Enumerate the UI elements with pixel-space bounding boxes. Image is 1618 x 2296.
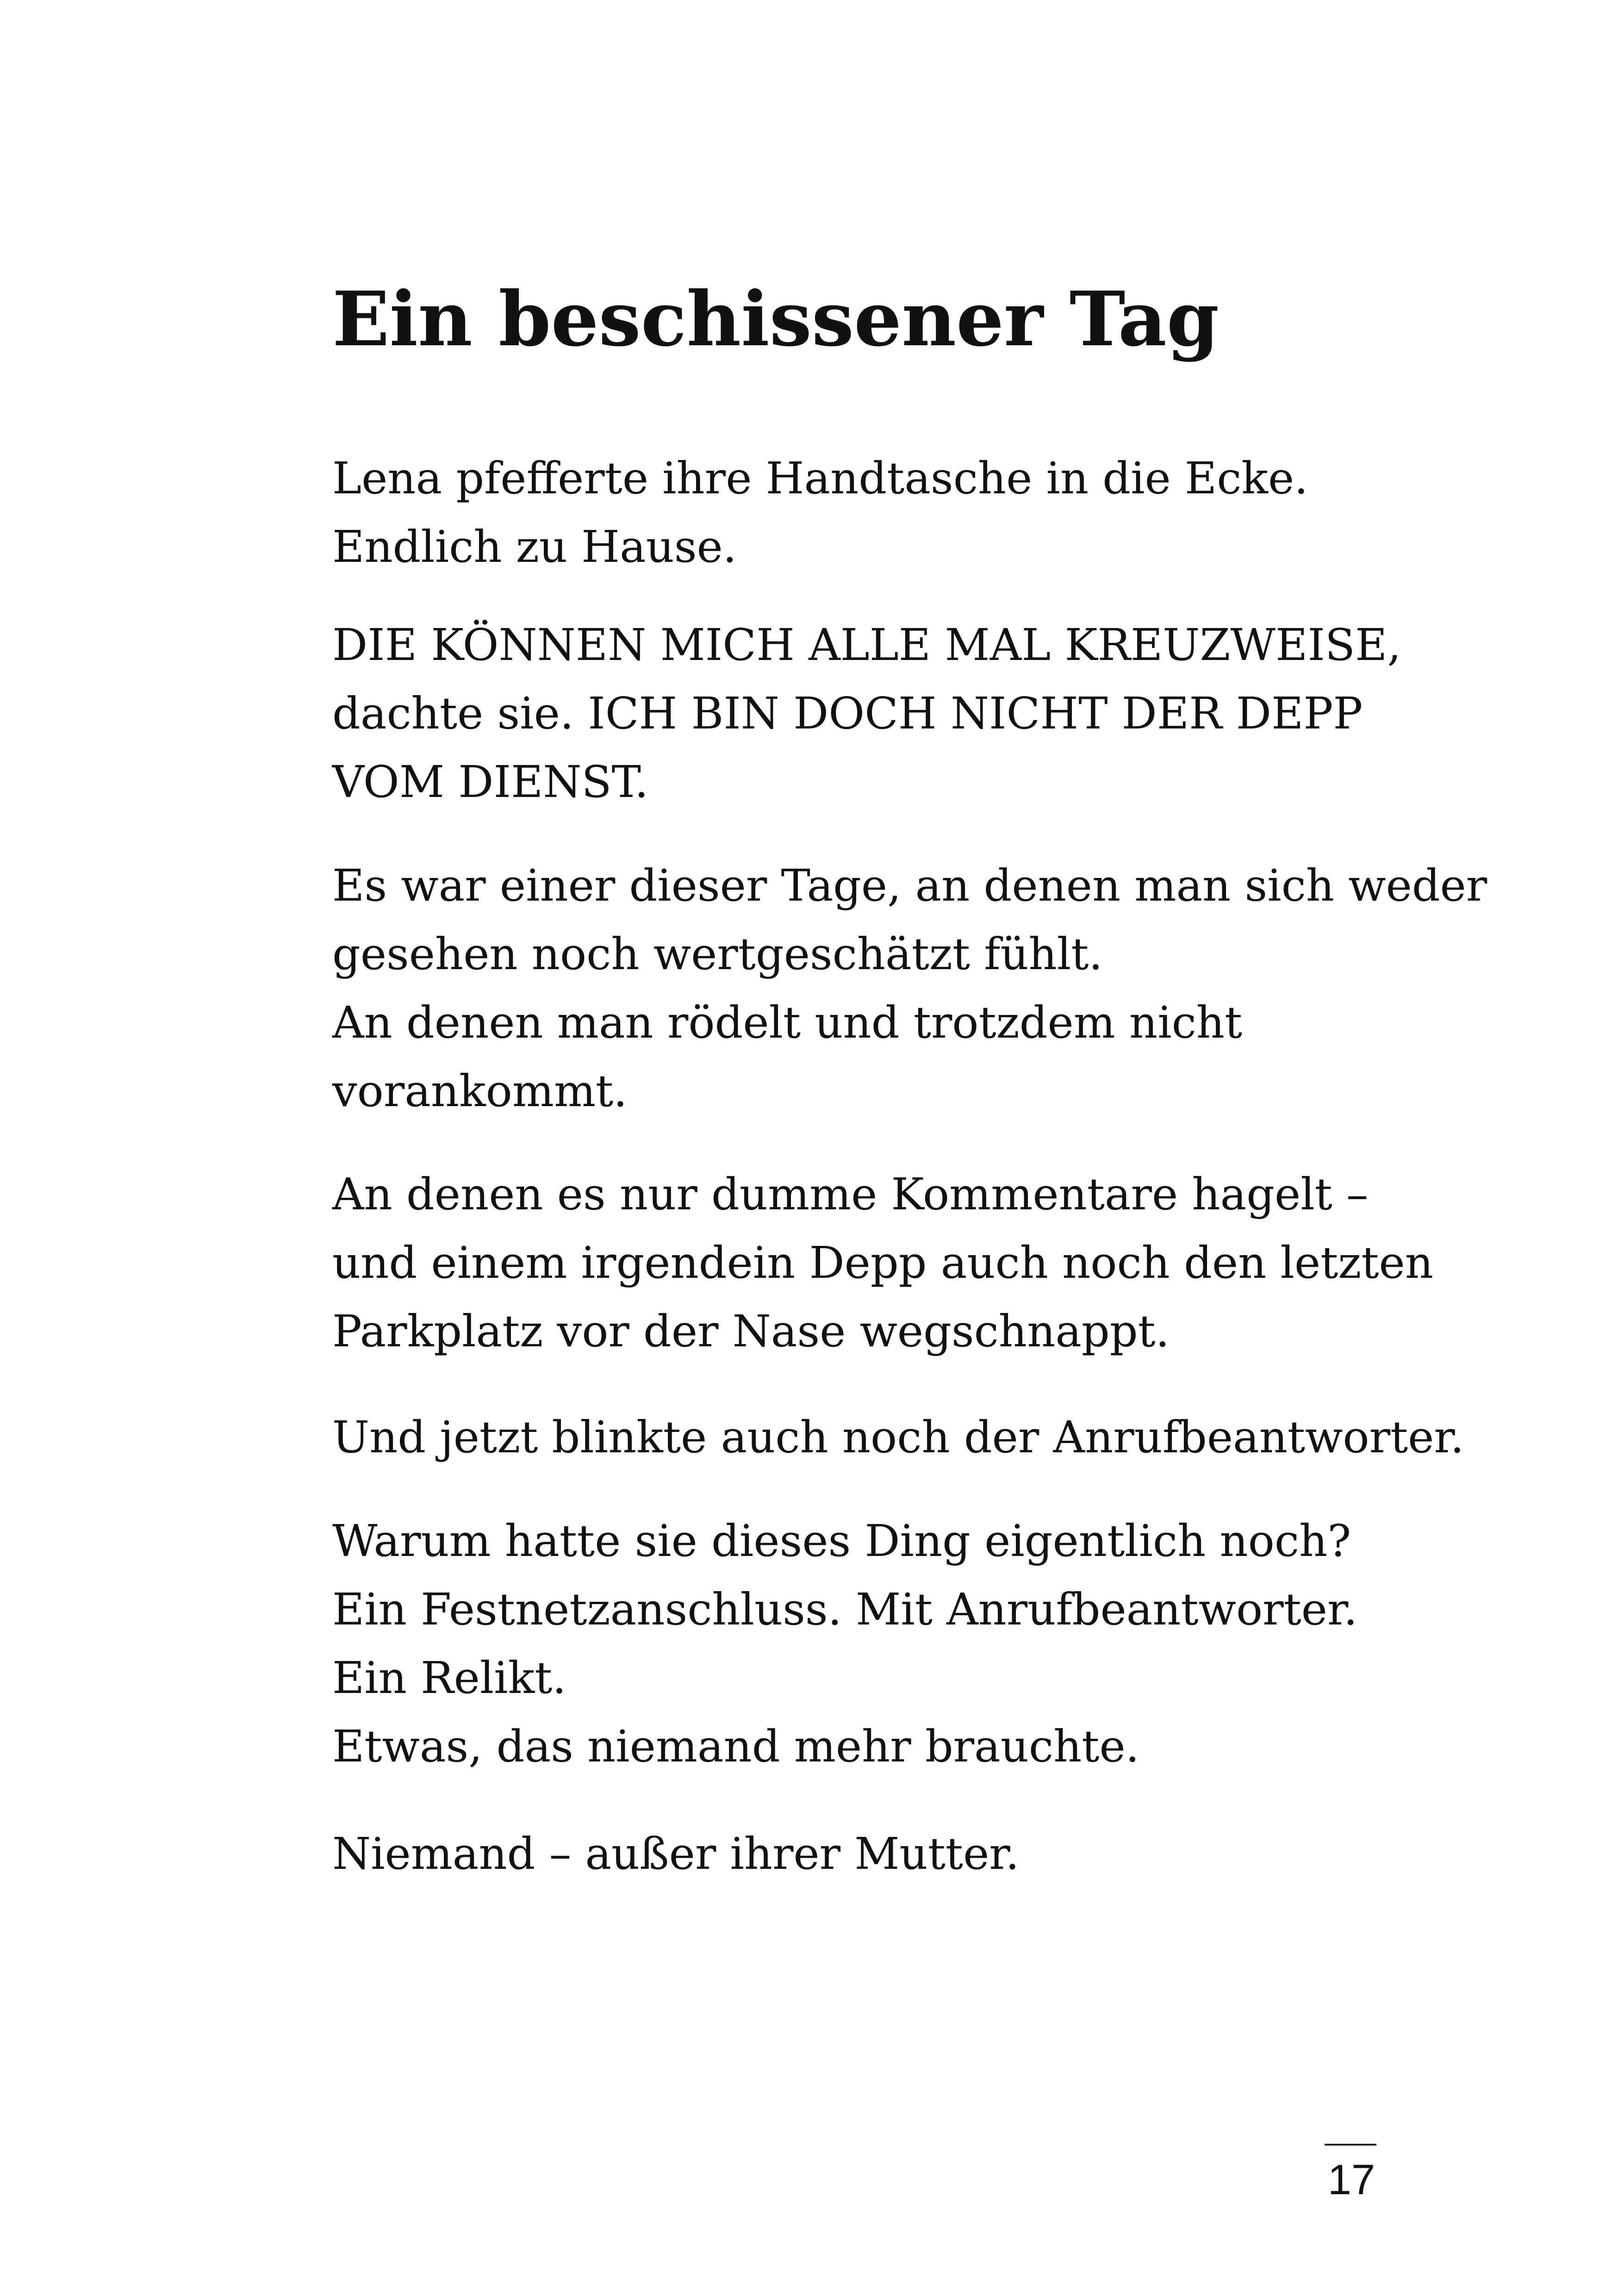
text-line: Lena pfefferte ihre Handtasche in die Ecke.: [332, 453, 1308, 504]
text-line: Parkplatz vor der Nase wegschnappt.: [332, 1306, 1170, 1357]
text-line: Ein Festnetzanschluss. Mit Anrufbeantworter.: [332, 1584, 1358, 1635]
paragraph-5: [332, 1403, 1464, 1472]
text-line: und einem irgendein Depp auch noch den letzten: [332, 1238, 1433, 1288]
text-line: An denen man rödelt und trotzdem nicht: [332, 997, 1243, 1048]
paragraph-6: [332, 1507, 1357, 1781]
paragraph-3: [332, 852, 1487, 1126]
paragraph-2: [332, 611, 1401, 816]
paragraph-4: [332, 1160, 1433, 1366]
text-line: Ein Relikt.: [332, 1653, 566, 1704]
text-line: DIE KÖNNEN MICH ALLE MAL KREUZWEISE,: [332, 620, 1401, 671]
text-line: VOM DIENST.: [332, 757, 649, 808]
text-line: Etwas, das niemand mehr brauchte.: [332, 1721, 1139, 1772]
text-line: Endlich zu Hause.: [332, 522, 737, 572]
paragraph-1: [332, 444, 1308, 581]
chapter-title: Ein beschissener Tag: [332, 275, 1220, 363]
text-line: Und jetzt blinkte auch noch der Anrufbeantworter.: [332, 1412, 1464, 1463]
text-line: Niemand – außer ihrer Mutter.: [332, 1829, 1020, 1879]
text-line: Es war einer dieser Tage, an denen man sich weder: [332, 860, 1487, 911]
page-number: 17: [1327, 2156, 1375, 2203]
footer-divider: [1325, 2144, 1376, 2146]
text-line: dachte sie. ICH BIN DOCH NICHT DER DEPP: [332, 688, 1363, 739]
text-line: Warum hatte sie dieses Ding eigentlich noch?: [332, 1516, 1351, 1567]
paragraph-7: [332, 1820, 1019, 1888]
text-line: An denen es nur dumme Kommentare hagelt –: [332, 1169, 1369, 1220]
text-line: gesehen noch wertgeschätzt fühlt.: [332, 929, 1103, 980]
text-line: vorankommt.: [332, 1066, 628, 1117]
